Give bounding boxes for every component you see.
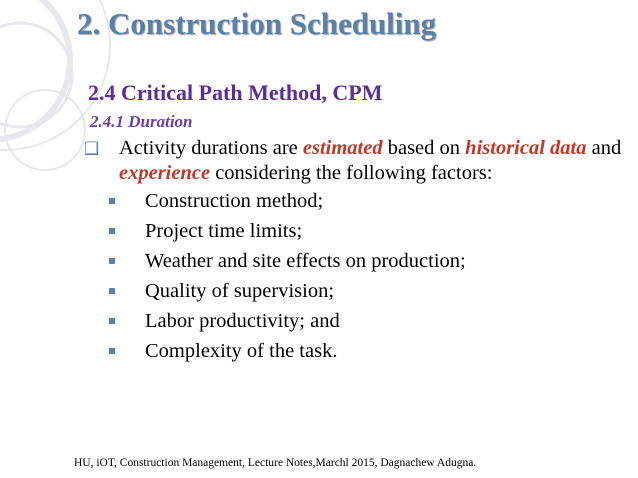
square-bullet-icon [109,318,115,324]
hollow-square-bullet-icon: ❑ [84,139,100,159]
slide-title: 2. Construction Scheduling [77,6,437,41]
factors-list [102,186,466,366]
square-bullet-icon [109,228,115,234]
paragraph-text-4: considering the following factors: [210,162,493,184]
square-bullet-icon [109,288,115,294]
paragraph-text-2: based on [382,137,466,159]
paragraph-text-3: and [586,137,622,159]
intro-paragraph-text [119,136,624,186]
list-item-text: Project time limits; [145,220,303,242]
list-item [102,186,466,216]
square-bullet-icon [109,348,115,354]
list-item-text: Weather and site effects on production; [145,250,466,272]
square-bullet-icon [109,258,115,264]
paragraph-text-1: Activity durations are [119,137,303,159]
list-item-text: Complexity of the task. [145,340,338,362]
footer-citation: HU, iOT, Construction Management, Lecture Notes,Marchl 2015, Dagnachew Adugna. [74,457,477,469]
list-item [102,336,466,366]
emphasis-historical-data: historical data [465,137,587,159]
list-item-text: Labor productivity; and [145,310,340,332]
section-heading: 2.4 Critical Path Method, CPM [88,80,383,105]
emphasis-estimated: estimated [302,137,383,159]
list-item [102,246,466,276]
list-item-text: Construction method; [145,190,324,212]
emphasis-experience: experience [119,162,211,184]
list-item [102,276,466,306]
list-item [102,216,466,246]
square-bullet-icon [109,198,115,204]
subsection-heading: 2.4.1 Duration [90,112,193,131]
intro-paragraph [84,136,624,186]
list-item [102,306,466,336]
list-item-text: Quality of supervision; [145,280,335,302]
